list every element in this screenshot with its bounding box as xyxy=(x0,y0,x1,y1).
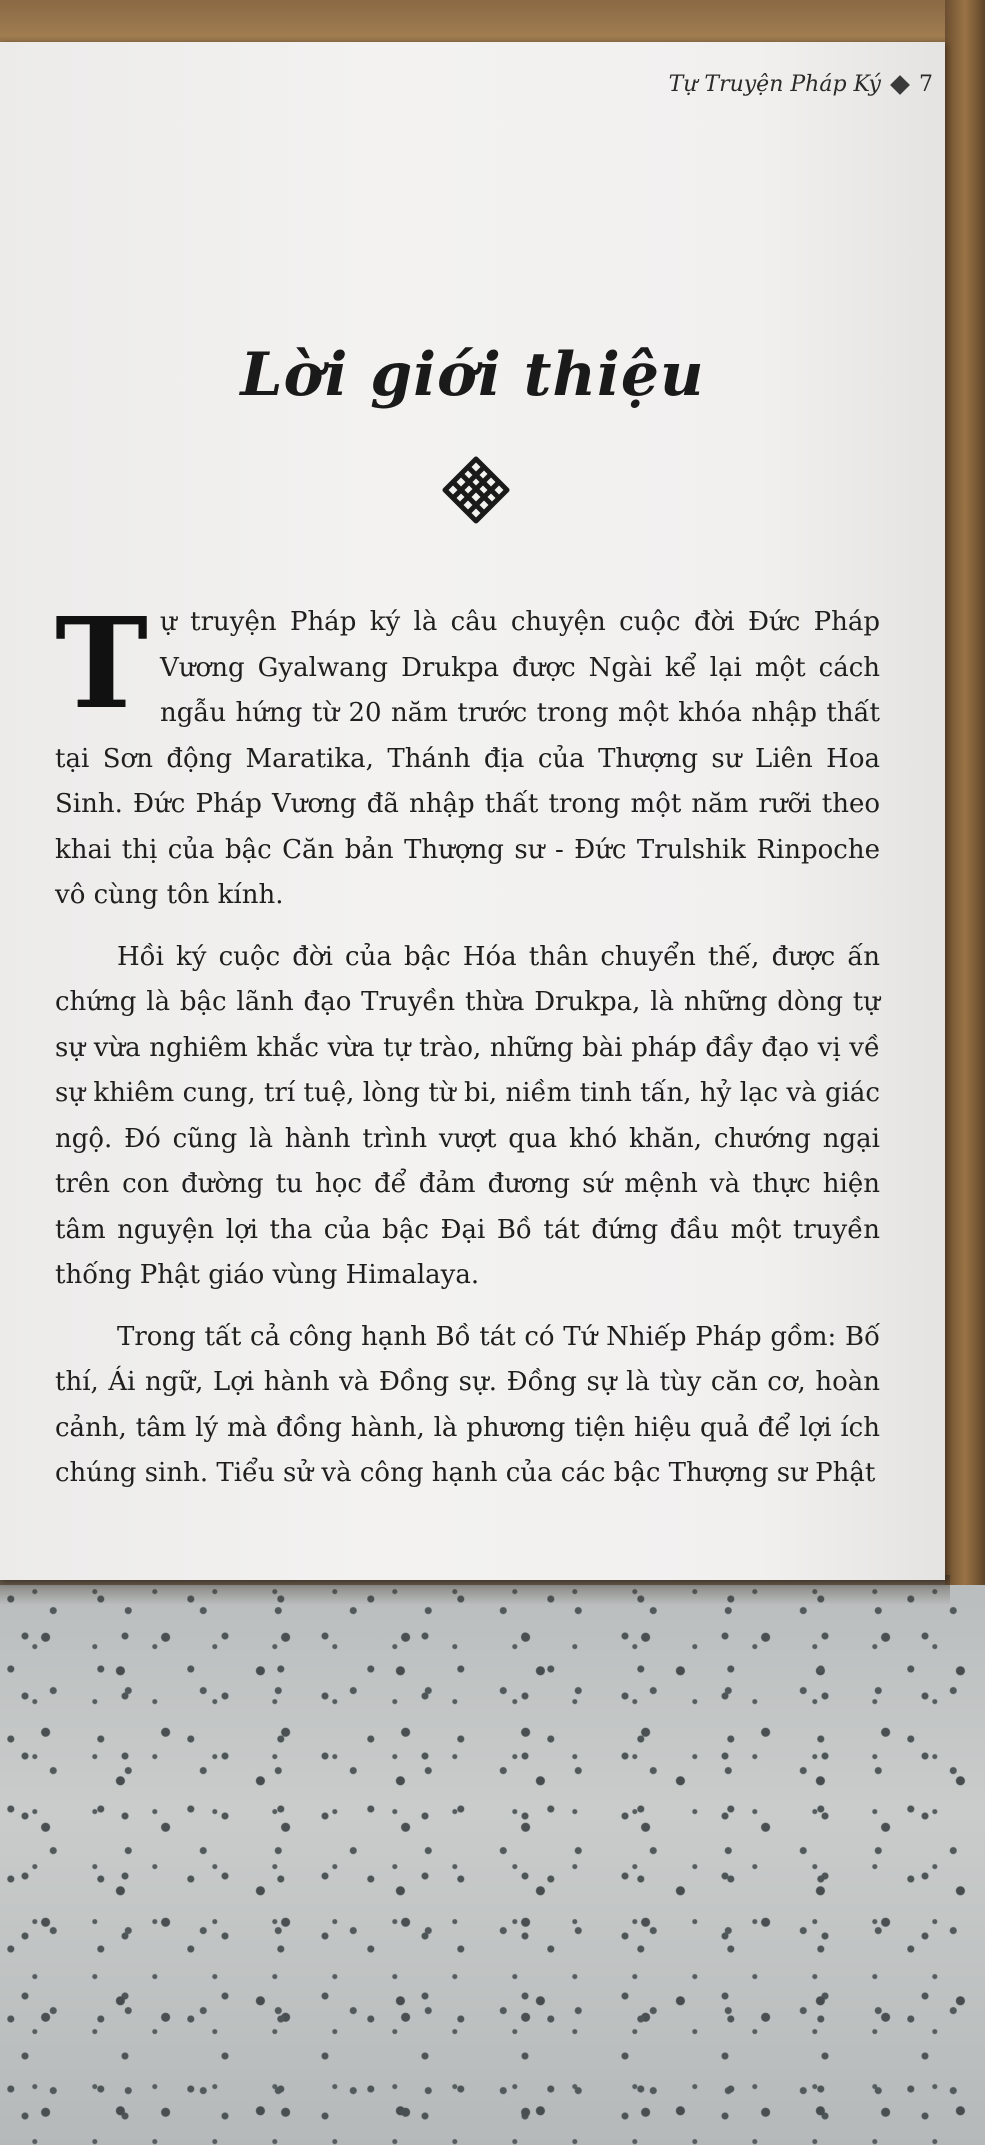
chapter-title: Lời giới thiệu xyxy=(240,340,705,410)
paragraph-2: Hồi ký cuộc đời của bậc Hóa thân chuyển thế, được ấn chứng là bậc lãnh đạo Truyền thừa Drukpa, là những dòng tự sự vừa nghiêm khắc vừa tự trào, những bài pháp đầy đạo vị về sự khiêm cung, trí tuệ, lòng từ bi, niềm tinh tấn, hỷ lạc và giác ngộ. Đó cũng là hành trình vượt qua khó khăn, chướng ngại trên con đường tu học để đảm đương sứ mệnh và thực hiện tâm nguyện lợi tha của bậc Đại Bồ tát đứng đầu một truyền thống Phật giáo vùng Himalaya. xyxy=(55,941,880,1290)
endless-knot-icon xyxy=(441,455,511,525)
drop-cap: T xyxy=(55,591,149,737)
speckled-desk-surface xyxy=(0,1585,985,2145)
paragraph-1 xyxy=(55,591,880,919)
body-text xyxy=(55,591,880,1513)
wooden-edge-background xyxy=(945,0,985,1600)
running-header xyxy=(669,72,933,97)
paragraph-1-text: ự truyện Pháp ký là câu chuyện cuộc đời Đức Pháp Vương Gyalwang Drukpa được Ngài kể lại một cách ngẫu hứng từ 20 năm trước trong một khóa nhập thất tại Sơn động Maratika, Thánh địa của Thượng sư Liên Hoa Sinh. Đức Pháp Vương đã nhập thất trong một năm rưỡi theo khai thị của bậc Căn bản Thượng sư - Đức Trulshik Rinpoche vô cùng tôn kính. xyxy=(55,607,880,910)
diamond-icon xyxy=(890,75,910,95)
header-book-title: Tự Truyện Pháp Ký xyxy=(668,72,881,97)
paragraph-3: Trong tất cả công hạnh Bồ tát có Tứ Nhiếp Pháp gồm: Bố thí, Ái ngữ, Lợi hành và Đồng sự. Đồng sự là tùy căn cơ, hoàn cảnh, tâm lý mà đồng hành, là phương tiện hiệu quả để lợi ích chúng sinh. Tiểu sử và công hạnh của các bậc Thượng sư Phật xyxy=(55,1321,880,1488)
header-page-number: 7 xyxy=(919,72,933,97)
